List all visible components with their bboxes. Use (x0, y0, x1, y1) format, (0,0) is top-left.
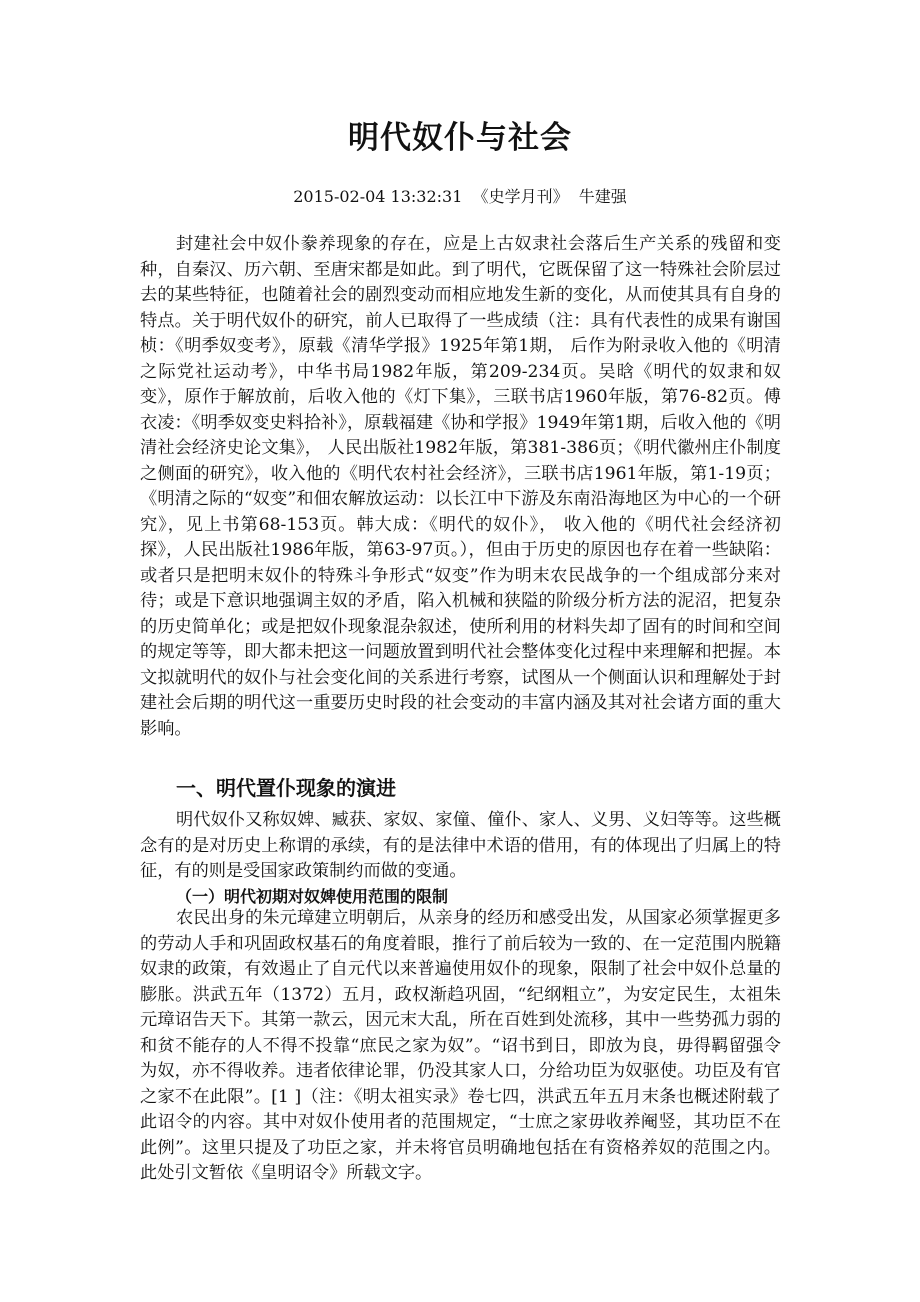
article-meta: 2015-02-04 13:32:31 《史学月刊》 牛建强 (293, 187, 627, 206)
section-paragraph: 明代奴仆又称奴婢、臧获、家奴、家僮、僮仆、家人、义男、义妇等等。这些概念有的是对历史上称谓的承续，有的是法律中术语的借用，有的体现出了归属上的特征，有的则是受国家政策制约而做的变通。 (140, 810, 781, 881)
subsection-heading: （一）明代初期对奴婢使用范围的限制 (176, 887, 449, 906)
subsection-paragraph: 农民出身的朱元璋建立明朝后，从亲身的经历和感受出发，从国家必须掌握更多的劳动人手和巩固政权基石的角度着眼，推行了前后较为一致的、在一定范围内脱籍奴隶的政策，有效遏止了自元代以来普遍使用奴仆的现象，限制了社会中奴仆总量的膨胀。洪武五年（1372）五月，政权渐趋巩固，“纪纲粗立”，为安定民生，太祖朱元璋诏告天下。其第一款云，因元末大乱，所在百姓到处流移，其中一些势孤力弱的和贫不能存的人不得不投靠“庶民之家为奴”。“诏书到日，即放为良，毋得羁留强令为奴，亦不得收养。违者依律论罪，仍没其家人口，分给功臣为奴驱使。功臣及有官之家不在此限”。[1 ]（注：《明太祖实录》卷七四，洪武五年五月末条也概述附载了此诏令的内容。其中对奴仆使用者的范围规定，“士庶之家毋收养阉竖，其功臣不在此例”。这里只提及了功臣之家，并未将官员明确地包括在有资格养奴的范围之内。此处引文暂依《皇明诏令》所载文字。 (140, 908, 781, 1183)
article-title: 明代奴仆与社会 (348, 120, 572, 156)
section-heading: 一、明代置仆现象的演进 (176, 776, 396, 800)
intro-paragraph: 封建社会中奴仆豢养现象的存在，应是上古奴隶社会落后生产关系的残留和变种，自秦汉、历六朝、至唐宋都是如此。到了明代，它既保留了这一特殊社会阶层过去的某些特征，也随着社会的剧烈变动而相应地发生新的变化，从而使其具有自身的特点。关于明代奴仆的研究，前人已取得了一些成绩（注：具有代表性的成果有谢国桢：《明季奴变考》，原载《清华学报》1925年第1期， 后作为附录收入他的《明清之际党社运动考》，中华书局1982年版，第209-234页。吴晗《明代的奴隶和奴变》，原作于解放前，后收入他的《灯下集》，三联书店1960年版，第76-82页。傅衣凌：《明季奴变史料拾补》，原载福建《协和学报》1949年第1期，后收入他的《明清社会经济史论文集》， 人民出版社1982年版，第381-386页；《明代徽州庄仆制度之侧面的研究》，收入他的《明代农村社会经济》，三联书店1961年版，第1-19页； 《明清之际的“奴变”和佃农解放运动：以长江中下游及东南沿海地区为中心的一个研究》，见上书第68-153页。韩大成：《明代的奴仆》， 收入他的《明代社会经济初探》，人民出版社1986年版，第63-97页。），但由于历史的原因也存在着一些缺陷：或者只是把明末奴仆的特殊斗争形式“奴变”作为明末农民战争的一个组成部分来对待；或是下意识地强调主奴的矛盾，陷入机械和狭隘的阶级分析方法的泥沼，把复杂的历史简单化；或是把奴仆现象混杂叙述，使所利用的材料失却了固有的时间和空间的规定等等，即大都未把这一问题放置到明代社会整体变化过程中来理解和把握。本文拟就明代的奴仆与社会变化间的关系进行考察，试图从一个侧面认识和理解处于封建社会后期的明代这一重要历史时段的社会变动的丰富内涵及其对社会诸方面的重大影响。 (140, 234, 781, 739)
